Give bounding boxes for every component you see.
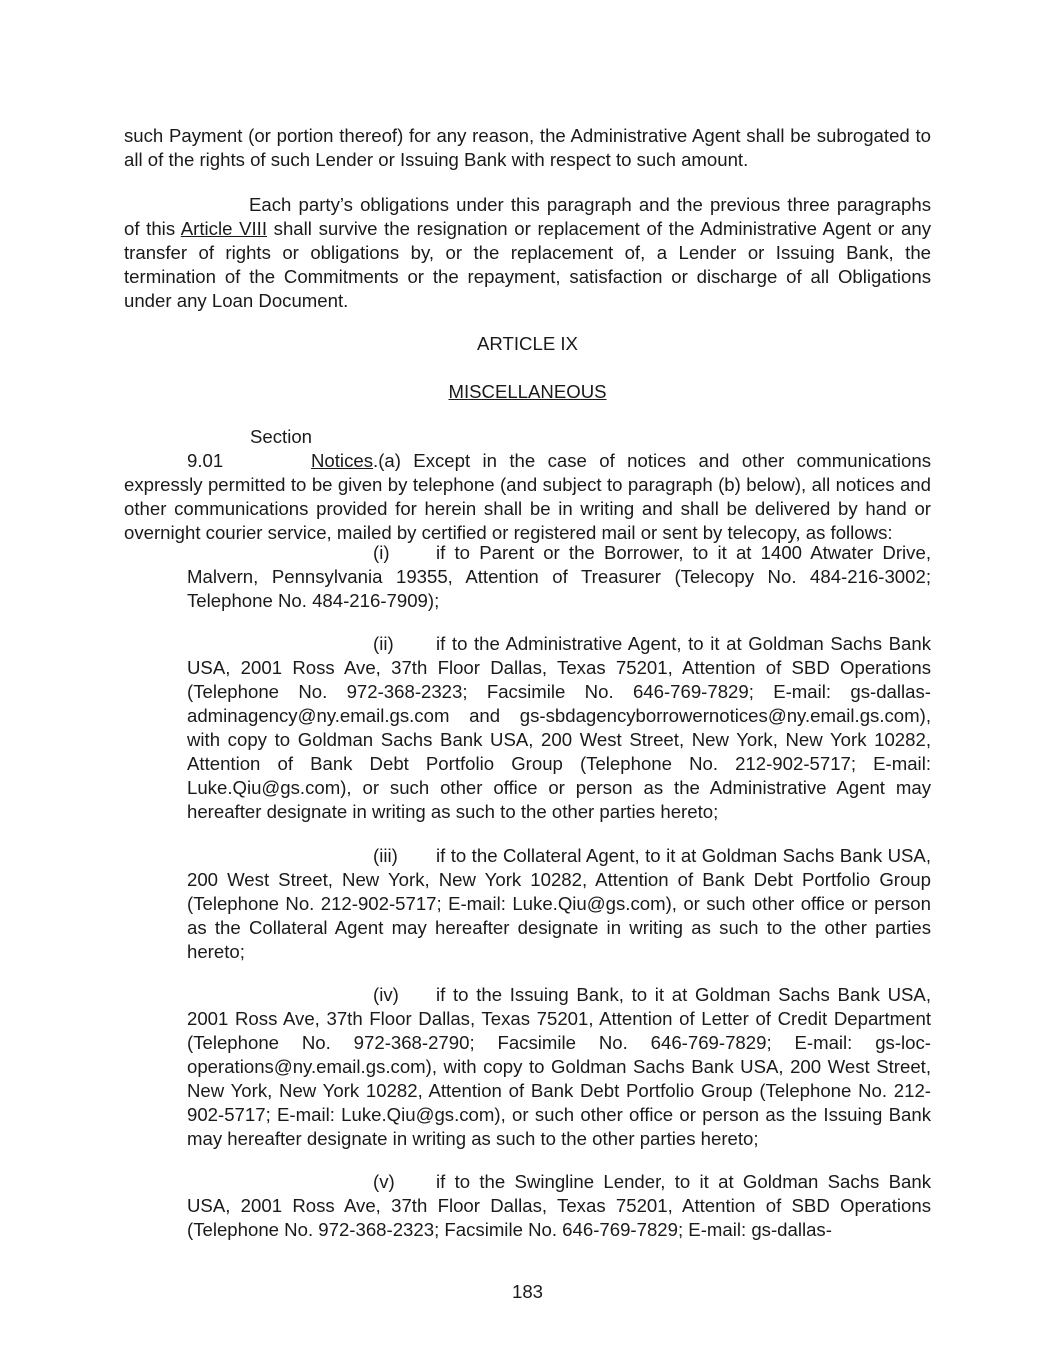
item-number: (iii): [373, 845, 398, 866]
article-title: MISCELLANEOUS: [448, 381, 607, 402]
item-number: (ii): [373, 633, 394, 654]
item-number: (v): [373, 1171, 395, 1192]
notice-item: [187, 983, 931, 1151]
survival-text-after: shall survive the resignation or replacement of the Administrative Agent or any transfer of rights or obligations by, or the replacement of, a Lender or Issuing Bank, the termination of the Commitments or the repayment, satisfaction or discharge of all Obligations under any Loan Document.: [124, 218, 931, 311]
item-text: if to Parent or the Borrower, to it at 1400 Atwater Drive, Malvern, Pennsylvania 19355, Attention of Treasurer (Telecopy No. 484-216-3002; Telephone No. 484-216-7909);: [187, 542, 931, 611]
survival-paragraph: [124, 193, 931, 313]
article-number-heading: ARTICLE IX: [477, 333, 578, 354]
section-9-01-paragraph: [124, 425, 931, 545]
notice-item: [187, 632, 931, 824]
section-heading: Notices: [311, 450, 374, 471]
section-heading-punct: .: [373, 450, 379, 471]
item-text: if to the Administrative Agent, to it at Goldman Sachs Bank USA, 2001 Ross Ave, 37th Floor Dallas, Texas 75201, Attention of SBD Operations (Telephone No. 972-368-2323; Facsimile No. 646-769-7829; E-mail: gs-dallas-adminagency@ny.email.gs.com and gs-sbdagencyborrowernotices@ny.email.gs.com), with copy to Goldman Sachs Bank USA, 200 West Street, New York, New York 10282, Attention of Bank Debt Portfolio Group (Telephone No. 212-902-5717; E-mail: Luke.Qiu@gs.com), or such other office or person as the Administrative Agent may hereafter designate in writing as such to the other parties hereto;: [187, 633, 931, 822]
item-number: (i): [373, 542, 390, 563]
notice-item: [187, 1170, 931, 1242]
section-text: (a) Except in the case of notices and other communications expressly permitted to be given by telephone (and subject to paragraph (b) below), all notices and other communications provided for herein shall be in writing and shall be delivered by hand or overnight courier service, mailed by certified or registered mail or sent by telecopy, as follows:: [124, 450, 931, 543]
item-text: if to the Issuing Bank, to it at Goldman Sachs Bank USA, 2001 Ross Ave, 37th Floor Dallas, Texas 75201, Attention of Letter of Credit Department (Telephone No. 972-368-2790; Facsimile No. 646-769-7829; E-mail: gs-loc-operations@ny.email.gs.com), with copy to Goldman Sachs Bank USA, 200 West Street, New York, New York 10282, Attention of Bank Debt Portfolio Group (Telephone No. 212-902-5717; E-mail: Luke.Qiu@gs.com), or such other office or person as the Issuing Bank may hereafter designate in writing as such to the other parties hereto;: [187, 984, 931, 1149]
article-title-heading: [124, 380, 931, 404]
section-number: Section 9.01: [187, 426, 313, 471]
notice-item: [187, 844, 931, 964]
continuation-paragraph: such Payment (or portion thereof) for any reason, the Administrative Agent shall be subrogated to all of the rights of such Lender or Issuing Bank with respect to such amount.: [124, 125, 931, 170]
item-text: if to the Collateral Agent, to it at Goldman Sachs Bank USA, 200 West Street, New York, New York 10282, Attention of Bank Debt Portfolio Group (Telephone No. 212-902-5717; E-mail: Luke.Qiu@gs.com), or such other office or person as the Collateral Agent may hereafter designate in writing as such to the other parties hereto;: [187, 845, 931, 962]
notice-item: [187, 541, 931, 613]
item-number: (iv): [373, 984, 399, 1005]
page-number: 183: [511, 1281, 544, 1302]
item-text: if to the Swingline Lender, to it at Goldman Sachs Bank USA, 2001 Ross Ave, 37th Floor Dallas, Texas 75201, Attention of SBD Operations (Telephone No. 972-368-2323; Facsimile No. 646-769-7829; E-mail: gs-dallas-: [187, 1171, 931, 1240]
article-viii-reference: Article VIII: [180, 218, 267, 239]
survival-text-before: Each party’s obligations under this paragraph and the previous three paragraphs of this: [124, 194, 931, 239]
